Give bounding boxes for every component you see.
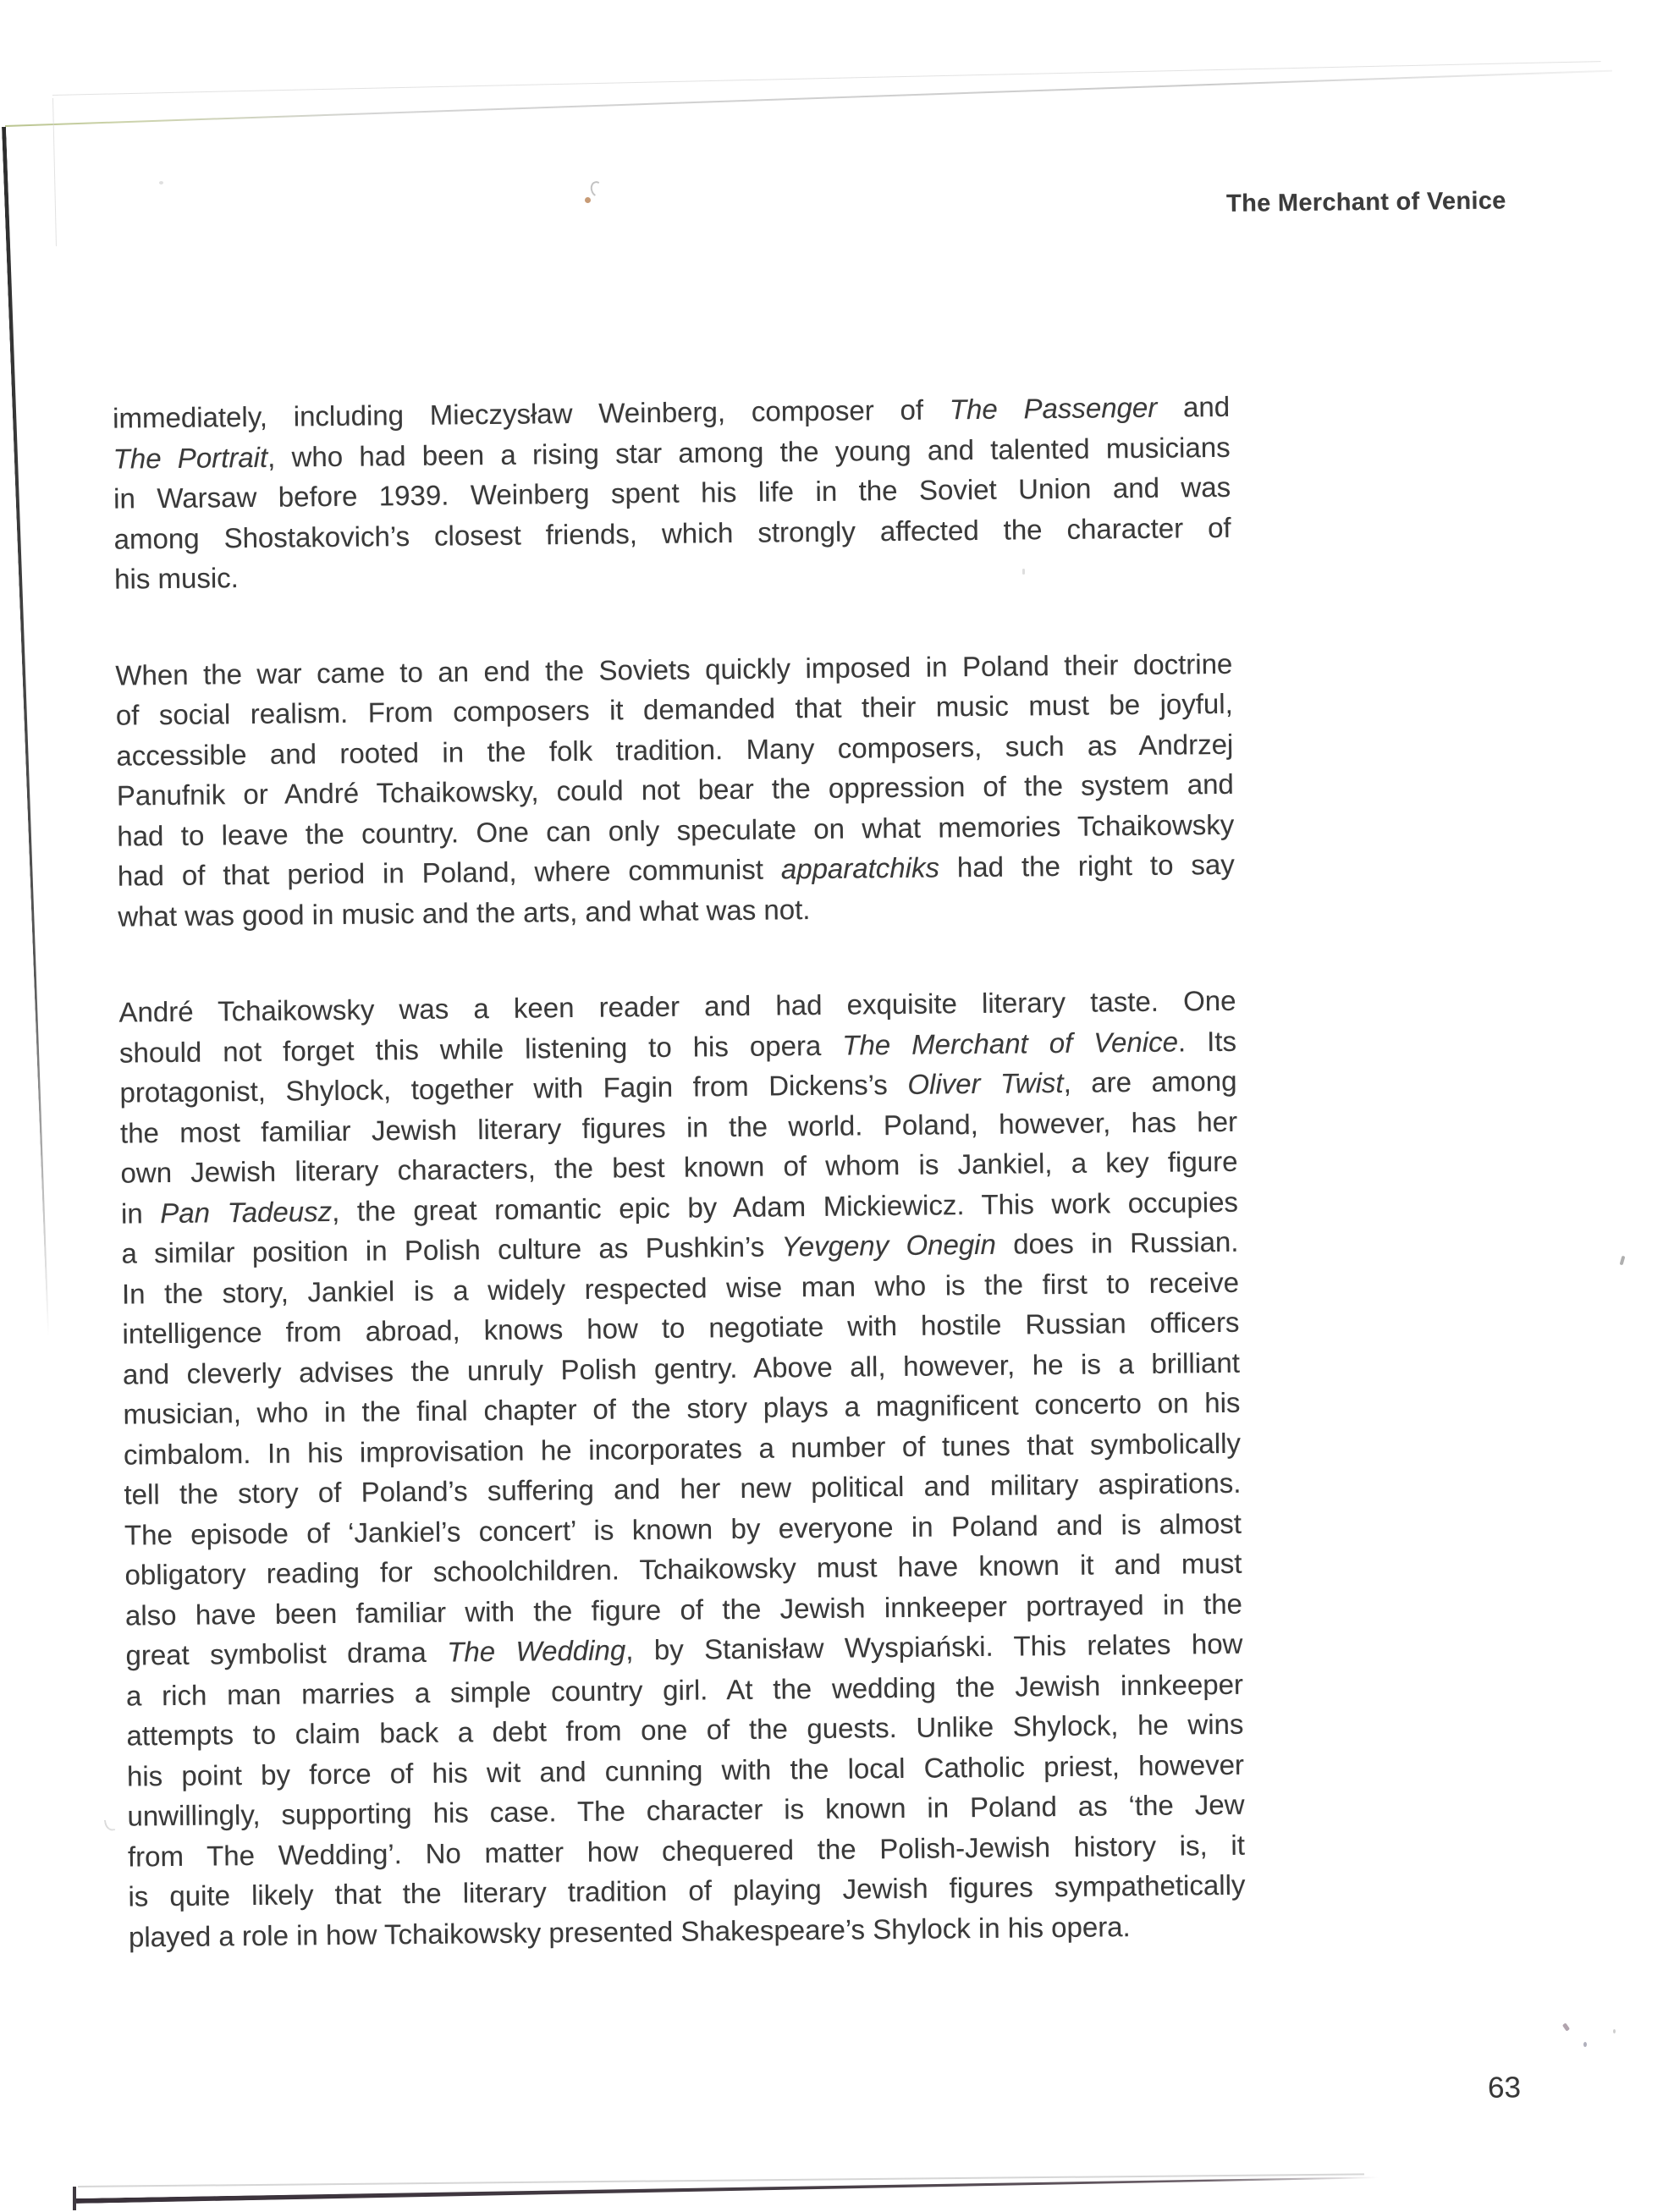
text-line: a rich man marries a simple country girl. At the wedding the Jewish innkeeper: [125, 1668, 1244, 1712]
text-line: a similar position in Polish culture as Pushkin’s Yevgeny Onegin does in Russian.: [121, 1225, 1239, 1269]
text-line: The Portrait, who had been a rising star among the young and talented musicians: [113, 431, 1231, 475]
text-line: is quite likely that the literary tradition of playing Jewish figures sympathetically: [128, 1868, 1246, 1912]
text-line: in Warsaw before 1939. Weinberg spent his life in the Soviet Union and was: [113, 470, 1231, 514]
text-line: played a role in how Tchaikowsky presented Shakespeare’s Shylock in his opera.: [128, 1910, 1131, 1953]
text-line: In the story, Jankiel is a widely respected wise man who is the first to receive: [121, 1266, 1240, 1310]
text-line: had of that period in Poland, where communist apparatchiks had the right to say: [117, 848, 1235, 892]
text-line: accessible and rooted in the folk tradition. Many composers, such as Andrzej: [116, 728, 1234, 772]
text-line: of social realism. From composers it demanded that their music must be joyful,: [115, 687, 1233, 731]
text-line: Panufnik or André Tchaikowsky, could not bear the oppression of the system and: [116, 768, 1234, 812]
text-line: his music.: [113, 562, 240, 595]
page-number: 63: [1487, 2071, 1522, 2105]
text-line: unwillingly, supporting his case. The character is known in Poland as ‘the Jew: [127, 1788, 1245, 1832]
text-line: the most familiar Jewish literary figures in the world. Poland, however, has her: [119, 1105, 1238, 1149]
text-line: intelligence from abroad, knows how to negotiate with hostile Russian officers: [122, 1306, 1240, 1350]
text-line: in Pan Tadeusz, the great romantic epic by Adam Mickiewicz. This work occupies: [120, 1186, 1239, 1230]
paragraph: [118, 981, 1246, 1957]
text-line: The episode of ‘Jankiel’s concert’ is known by everyone in Poland and is almost: [124, 1507, 1242, 1551]
text-line: had to leave the country. One can only speculate on what memories Tchaikowsky: [117, 808, 1235, 852]
text-line: When the war came to an end the Soviets quickly imposed in Poland their doctrine: [115, 647, 1233, 691]
body-text: [113, 387, 1246, 1957]
text-line: protagonist, Shylock, together with Fagin from Dickens’s Oliver Twist, are among: [119, 1065, 1237, 1109]
paragraph: [115, 643, 1235, 936]
text-line: and cleverly advises the unruly Polish gentry. Above all, however, he is a brilliant: [122, 1346, 1241, 1390]
running-header: The Merchant of Venice: [1225, 187, 1506, 217]
text-line: tell the story of Poland’s suffering and her new political and military aspirations.: [124, 1466, 1242, 1510]
text-line: from The Wedding’. No matter how chequered the Polish-Jewish history is, it: [127, 1829, 1246, 1873]
text-line: obligatory reading for schoolchildren. Tchaikowsky must have known it and must: [124, 1547, 1242, 1591]
text-line: should not forget this while listening to his opera The Merchant of Venice. Its: [118, 1025, 1237, 1069]
text-line: also have been familiar with the figure of the Jewish innkeeper portrayed in the: [124, 1587, 1243, 1631]
text-line: his point by force of his wit and cunning with the local Catholic priest, however: [126, 1748, 1245, 1792]
text-line: musician, who in the final chapter of the story plays a magnificent concerto on his: [123, 1386, 1241, 1430]
text-line: André Tchaikowsky was a keen reader and had exquisite literary taste. One: [118, 984, 1236, 1028]
text-line: immediately, including Mieczysław Weinberg, composer of The Passenger and: [112, 390, 1231, 434]
paragraph: [113, 387, 1231, 599]
text-line: what was good in music and the arts, and what was not.: [118, 893, 811, 933]
text-line: cimbalom. In his improvisation he incorporates a number of tunes that symbolically: [123, 1427, 1242, 1471]
text-line: great symbolist drama The Wedding, by Stanisław Wyspiański. This relates how: [125, 1627, 1243, 1671]
text-line: own Jewish literary characters, the best known of whom is Jankiel, a key figure: [120, 1145, 1238, 1189]
text-line: attempts to claim back a debt from one of the guests. Unlike Shylock, he wins: [126, 1708, 1244, 1752]
text-line: among Shostakovich’s closest friends, which strongly affected the character of: [113, 511, 1231, 555]
